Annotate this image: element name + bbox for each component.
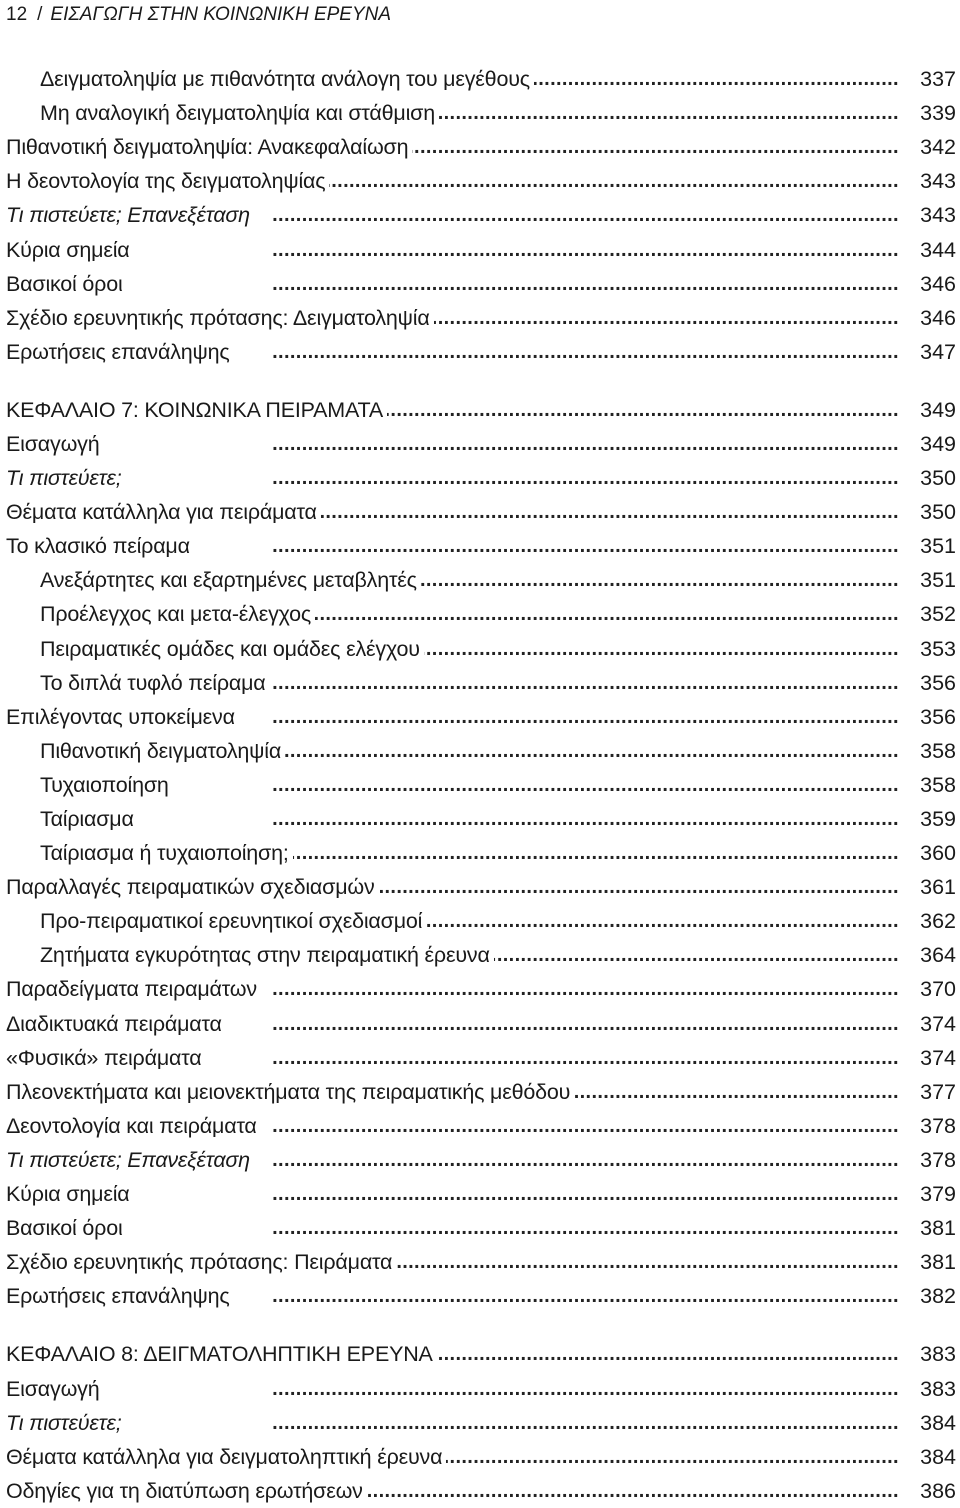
toc-page-number: 378: [920, 1147, 956, 1172]
toc-page-number: 384: [920, 1444, 956, 1469]
dot-leader: [205, 1041, 898, 1075]
toc-entry[interactable]: [0, 802, 960, 836]
dot-leader: [534, 62, 898, 96]
toc-page-number: 342: [920, 135, 956, 160]
toc-entry[interactable]: [0, 62, 960, 96]
toc-page-number: 353: [920, 636, 956, 661]
toc-entry[interactable]: [0, 870, 960, 904]
toc-page-number: 349: [920, 397, 956, 422]
toc-page-number: 382: [920, 1284, 956, 1309]
toc-entry[interactable]: [0, 198, 960, 232]
dot-leader: [254, 198, 898, 232]
toc-entry-label: Τι πιστεύετε; Επανεξέταση: [0, 198, 254, 232]
toc-entry-label: Το κλασικό πείραμα: [0, 529, 194, 563]
dot-leader: [127, 1211, 898, 1245]
toc-page-number: 346: [920, 271, 956, 296]
toc-entry[interactable]: [0, 1279, 960, 1313]
toc-page-number: 386: [920, 1478, 956, 1503]
toc-page-number: 351: [920, 568, 956, 593]
toc-entry-label: ΚΕΦΑΛΑΙΟ 7: ΚΟΙΝΩΝΙΚΑ ΠΕΙΡΑΜΑΤΑ: [0, 393, 387, 427]
toc-entry-label: Εισαγωγή: [0, 1372, 103, 1406]
dot-leader: [412, 130, 898, 164]
toc-page-number: 360: [920, 841, 956, 866]
toc-page-number: 374: [920, 1011, 956, 1036]
toc-entry-label: Ταίριασμα: [0, 802, 138, 836]
toc-entry-label: Η δεοντολογία της δειγματοληψίας: [0, 164, 329, 198]
toc-page-number: 378: [920, 1113, 956, 1138]
toc-entry-label: Ερωτήσεις επανάληψης: [0, 1279, 234, 1313]
dot-leader: [437, 1337, 898, 1371]
toc-page-number: 370: [920, 977, 956, 1002]
toc-entry[interactable]: [0, 1177, 960, 1211]
toc-entry[interactable]: [0, 232, 960, 266]
toc-entry[interactable]: [0, 335, 960, 369]
toc-page-number: 358: [920, 772, 956, 797]
toc-entry-label: Τυχαιοποίηση: [0, 768, 173, 802]
dot-leader: [261, 972, 898, 1006]
dot-leader: [434, 301, 898, 335]
toc-entry-label: Σχέδιο ερευνητικής πρότασης: Πειράματα: [0, 1245, 396, 1279]
toc-entry-label: Ανεξάρτητες και εξαρτημένες μεταβλητές: [0, 563, 421, 597]
dot-leader: [254, 1143, 898, 1177]
dot-leader: [226, 1007, 898, 1041]
toc-entry[interactable]: [0, 734, 960, 768]
toc-page-number: 343: [920, 203, 956, 228]
toc-entry-label: Πιθανοτική δειγματοληψία: Ανακεφαλαίωση: [0, 130, 412, 164]
dot-leader: [234, 1279, 898, 1313]
dot-leader: [321, 495, 898, 529]
toc-entry-label: Εισαγωγή: [0, 427, 103, 461]
toc-page-number: 381: [920, 1216, 956, 1241]
dot-leader: [103, 427, 898, 461]
running-head: [6, 4, 391, 26]
toc-entry[interactable]: [0, 461, 960, 495]
dot-leader: [125, 461, 898, 495]
toc-entry-label: Τι πιστεύετε;: [0, 461, 125, 495]
toc-page-number: 339: [920, 101, 956, 126]
toc-entry-label: Κύρια σημεία: [0, 1177, 134, 1211]
toc-entry[interactable]: [0, 666, 960, 700]
toc-page-number: 364: [920, 943, 956, 968]
toc-entry-label: Τι πιστεύετε;: [0, 1406, 125, 1440]
dot-leader: [367, 1474, 898, 1508]
toc-entry-label: Το διπλά τυφλό πείραμα: [0, 666, 270, 700]
toc-entry[interactable]: [0, 563, 960, 597]
toc-entry-label: Θέματα κατάλληλα για πειράματα: [0, 495, 321, 529]
toc-page-number: 337: [920, 67, 956, 92]
toc-entry[interactable]: [0, 836, 960, 870]
toc-entry-label: Κύρια σημεία: [0, 233, 134, 267]
toc-page-number: 358: [920, 738, 956, 763]
toc-entry-label: Βασικοί όροι: [0, 267, 127, 301]
toc-entry[interactable]: [0, 495, 960, 529]
toc-entry[interactable]: [0, 267, 960, 301]
toc-entry-label: Πειραματικές ομάδες και ομάδες ελέγχου: [0, 632, 424, 666]
toc-entry[interactable]: [0, 1440, 960, 1474]
toc-page-number: 379: [920, 1182, 956, 1207]
page-number: 12: [6, 4, 28, 25]
toc-entry-label: Προέλεγχος και μετα-έλεγχος: [0, 597, 315, 631]
toc-entry[interactable]: [0, 427, 960, 461]
toc-page-number: 347: [920, 339, 956, 364]
toc-entry-label: Θέματα κατάλληλα για δειγματοληπτική έρευνα: [0, 1440, 446, 1474]
toc-entry-label: Τι πιστεύετε; Επανεξέταση: [0, 1143, 254, 1177]
toc-page-number: 374: [920, 1045, 956, 1070]
toc-entry-label: Ερωτήσεις επανάληψης: [0, 335, 234, 369]
dot-leader: [494, 938, 898, 972]
dot-leader: [173, 768, 898, 802]
toc-page-number: 359: [920, 807, 956, 832]
dot-leader: [315, 597, 898, 631]
dot-leader: [194, 529, 898, 563]
toc-page-number: 350: [920, 500, 956, 525]
toc-page-number: 381: [920, 1250, 956, 1275]
dot-leader: [329, 164, 898, 198]
toc-page-number: 346: [920, 305, 956, 330]
dot-leader: [379, 870, 898, 904]
toc-page-number: 356: [920, 704, 956, 729]
toc-entry-label: Διαδικτυακά πειράματα: [0, 1007, 226, 1041]
toc-page-number: 351: [920, 534, 956, 559]
dot-leader: [439, 96, 898, 130]
toc-entry-label: Πλεονεκτήματα και μειονεκτήματα της πειραματικής μεθόδου: [0, 1075, 574, 1109]
toc-entry-label: Ζητήματα εγκυρότητας στην πειραματική έρευνα: [0, 938, 494, 972]
dot-leader: [396, 1245, 898, 1279]
toc-entry-label: ΚΕΦΑΛΑΙΟ 8: ΔΕΙΓΜΑΤΟΛΗΠΤΙΚΗ ΕΡΕΥΝΑ: [0, 1337, 437, 1371]
toc-page-number: 384: [920, 1410, 956, 1435]
toc-entry[interactable]: [0, 768, 960, 802]
toc-entry-label: Επιλέγοντας υποκείμενα: [0, 700, 239, 734]
dot-leader: [239, 700, 898, 734]
toc-entry-label: Δεοντολογία και πειράματα: [0, 1109, 261, 1143]
toc-entry-label: Πιθανοτική δειγματοληψία: [0, 734, 285, 768]
toc-entry[interactable]: [0, 1371, 960, 1405]
dot-leader: [574, 1075, 898, 1109]
table-of-contents: [0, 62, 960, 1508]
toc-entry-label: Προ-πειραματικοί ερευνητικοί σχεδιασμοί: [0, 904, 426, 938]
dot-leader: [387, 393, 898, 427]
dot-leader: [138, 802, 898, 836]
toc-entry[interactable]: [0, 938, 960, 972]
toc-entry[interactable]: [0, 1041, 960, 1075]
toc-entry-label: Οδηγίες για τη διατύπωση ερωτήσεων: [0, 1474, 367, 1508]
toc-entry-label: «Φυσικά» πειράματα: [0, 1041, 205, 1075]
toc-page-number: 356: [920, 670, 956, 695]
dot-leader: [293, 836, 898, 870]
toc-entry[interactable]: [0, 1109, 960, 1143]
toc-entry[interactable]: [0, 597, 960, 631]
toc-entry[interactable]: [0, 130, 960, 164]
toc-entry[interactable]: [0, 1075, 960, 1109]
dot-leader: [234, 335, 898, 369]
toc-page-number: 349: [920, 431, 956, 456]
toc-entry[interactable]: [0, 1474, 960, 1508]
dot-leader: [134, 233, 898, 267]
dot-leader: [103, 1372, 898, 1406]
toc-entry[interactable]: [0, 301, 960, 335]
toc-entry[interactable]: [0, 972, 960, 1006]
dot-leader: [261, 1109, 898, 1143]
toc-page-number: 344: [920, 237, 956, 262]
dot-leader: [424, 632, 898, 666]
toc-entry-label: Ταίριασμα ή τυχαιοποίηση;: [0, 836, 293, 870]
toc-page-number: 377: [920, 1079, 956, 1104]
toc-entry-label: Δειγματοληψία με πιθανότητα ανάλογη του μεγέθους: [0, 62, 534, 96]
toc-chapter-heading[interactable]: [0, 1337, 960, 1371]
dot-leader: [446, 1440, 898, 1474]
dot-leader: [421, 563, 898, 597]
toc-entry-label: Βασικοί όροι: [0, 1211, 127, 1245]
toc-entry[interactable]: [0, 1211, 960, 1245]
toc-entry-label: Σχέδιο ερευνητικής πρότασης: Δειγματοληψία: [0, 301, 434, 335]
toc-chapter-heading[interactable]: [0, 393, 960, 427]
toc-entry-label: Παραλλαγές πειραματικών σχεδιασμών: [0, 870, 379, 904]
toc-entry[interactable]: [0, 529, 960, 563]
dot-leader: [285, 734, 898, 768]
toc-entry[interactable]: [0, 632, 960, 666]
toc-entry[interactable]: [0, 164, 960, 198]
toc-entry-label: Παραδείγματα πειραμάτων: [0, 972, 261, 1006]
toc-entry[interactable]: [0, 700, 960, 734]
dot-leader: [134, 1177, 898, 1211]
toc-page-number: 350: [920, 466, 956, 491]
toc-page-number: 362: [920, 909, 956, 934]
toc-page-number: 383: [920, 1376, 956, 1401]
dot-leader: [270, 666, 898, 700]
book-title: ΕΙΣΑΓΩΓΗ ΣΤΗΝ ΚΟΙΝΩΝΙΚΗ ΕΡΕΥΝΑ: [50, 4, 392, 25]
toc-entry-label: Μη αναλογική δειγματοληψία και στάθμιση: [0, 96, 439, 130]
toc-page-number: 352: [920, 602, 956, 627]
toc-page-number: 383: [920, 1342, 956, 1367]
toc-entry[interactable]: [0, 1007, 960, 1041]
toc-page-number: 343: [920, 169, 956, 194]
toc-entry[interactable]: [0, 1245, 960, 1279]
toc-page-number: 361: [920, 875, 956, 900]
dot-leader: [426, 904, 898, 938]
toc-entry[interactable]: [0, 1406, 960, 1440]
toc-entry[interactable]: [0, 1143, 960, 1177]
header-separator: /: [37, 4, 43, 25]
dot-leader: [125, 1406, 898, 1440]
dot-leader: [127, 267, 898, 301]
toc-entry[interactable]: [0, 904, 960, 938]
toc-entry[interactable]: [0, 96, 960, 130]
